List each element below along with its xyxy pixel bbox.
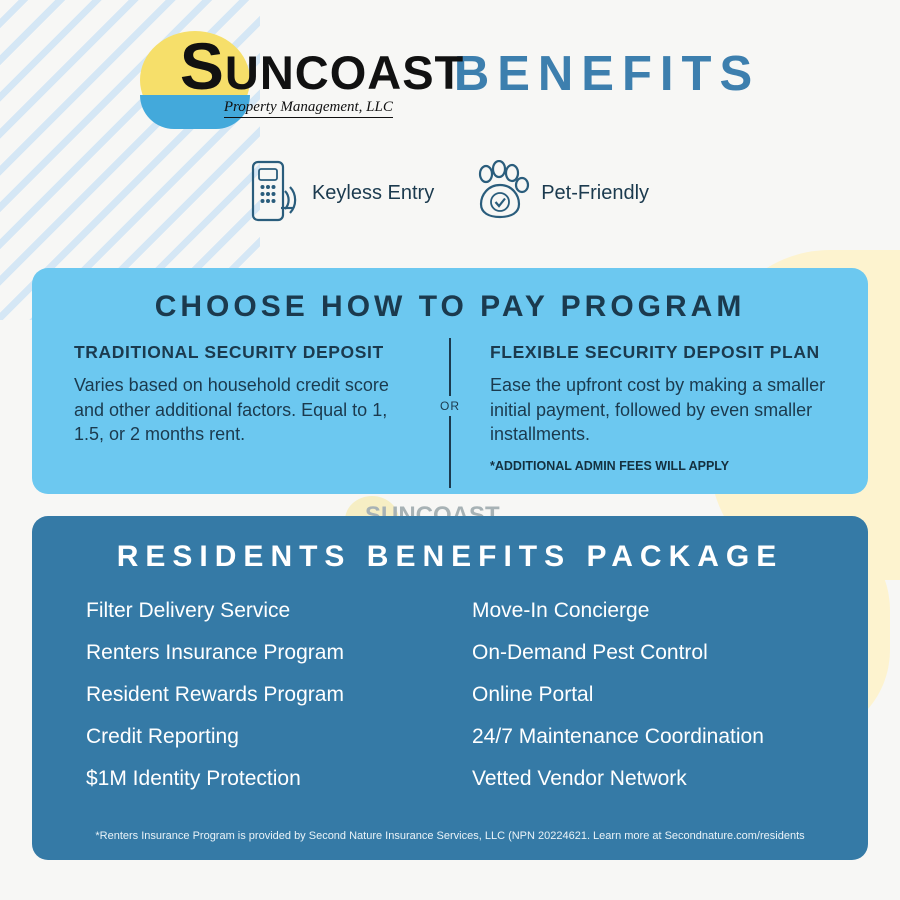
list-item: Credit Reporting: [86, 725, 239, 749]
logo-rest: UNCOAST: [224, 45, 465, 99]
pay-option-traditional: [60, 342, 450, 473]
pay-option-flexible: [450, 342, 840, 473]
feature-label-keyless-entry: Keyless Entry: [311, 182, 435, 204]
suncoast-logo: [140, 17, 465, 137]
list-item: $1M Identity Protection: [86, 767, 301, 791]
pay-option-heading: TRADITIONAL SECURITY DEPOSIT: [74, 342, 384, 362]
benefits-column-left: [86, 600, 450, 810]
list-item: Move-In Concierge: [472, 599, 650, 622]
page-title: BENEFITS: [453, 46, 761, 101]
logo-initial: S: [179, 28, 225, 103]
feature-row: [0, 160, 900, 227]
residents-benefits-columns: [60, 600, 840, 810]
list-item: 24/7 Maintenance Coordination: [472, 725, 764, 749]
pay-option-note: *ADDITIONAL ADMIN FEES WILL APPLY: [490, 458, 730, 473]
list-item: Renters Insurance Program: [86, 641, 344, 665]
pay-program-card: [32, 268, 868, 494]
feature-pet-friendly: [474, 160, 649, 227]
or-label: OR: [434, 396, 466, 416]
list-item: Vetted Vendor Network: [472, 767, 687, 791]
pay-program-columns: [60, 342, 840, 473]
pay-option-body: Ease the upfront cost by making a smaller initial payment, followed by even smaller installments.: [490, 375, 826, 445]
feature-keyless-entry: [251, 160, 434, 227]
residents-benefits-title: RESIDENTS BENEFITS PACKAGE: [116, 540, 784, 573]
pay-option-body: Varies based on household credit score and other additional factors. Equal to 1, 1.5, or 2 months rent.: [74, 375, 389, 445]
list-item: Filter Delivery Service: [86, 599, 291, 622]
list-item: On-Demand Pest Control: [472, 641, 708, 665]
residents-benefits-footnote: *Renters Insurance Program is provided by Second Nature Insurance Services, LLC (NPN 20224621. Learn more at Secondnature.com/residents: [95, 830, 805, 842]
paw-check-icon: [474, 160, 532, 227]
list-item: Online Portal: [472, 683, 594, 707]
pay-program-title: CHOOSE HOW TO PAY PROGRAM: [154, 290, 746, 323]
logo-subtitle: Property Management, LLC: [224, 99, 393, 118]
keypad-lock-icon: [251, 160, 303, 227]
pay-option-heading: FLEXIBLE SECURITY DEPOSIT PLAN: [490, 342, 820, 362]
logo-wordmark: [179, 28, 465, 103]
header: [0, 14, 900, 139]
feature-label-pet-friendly: Pet-Friendly: [541, 182, 650, 204]
list-item: Resident Rewards Program: [86, 683, 344, 707]
residents-benefits-card: [32, 516, 868, 860]
benefits-column-right: [450, 600, 814, 810]
